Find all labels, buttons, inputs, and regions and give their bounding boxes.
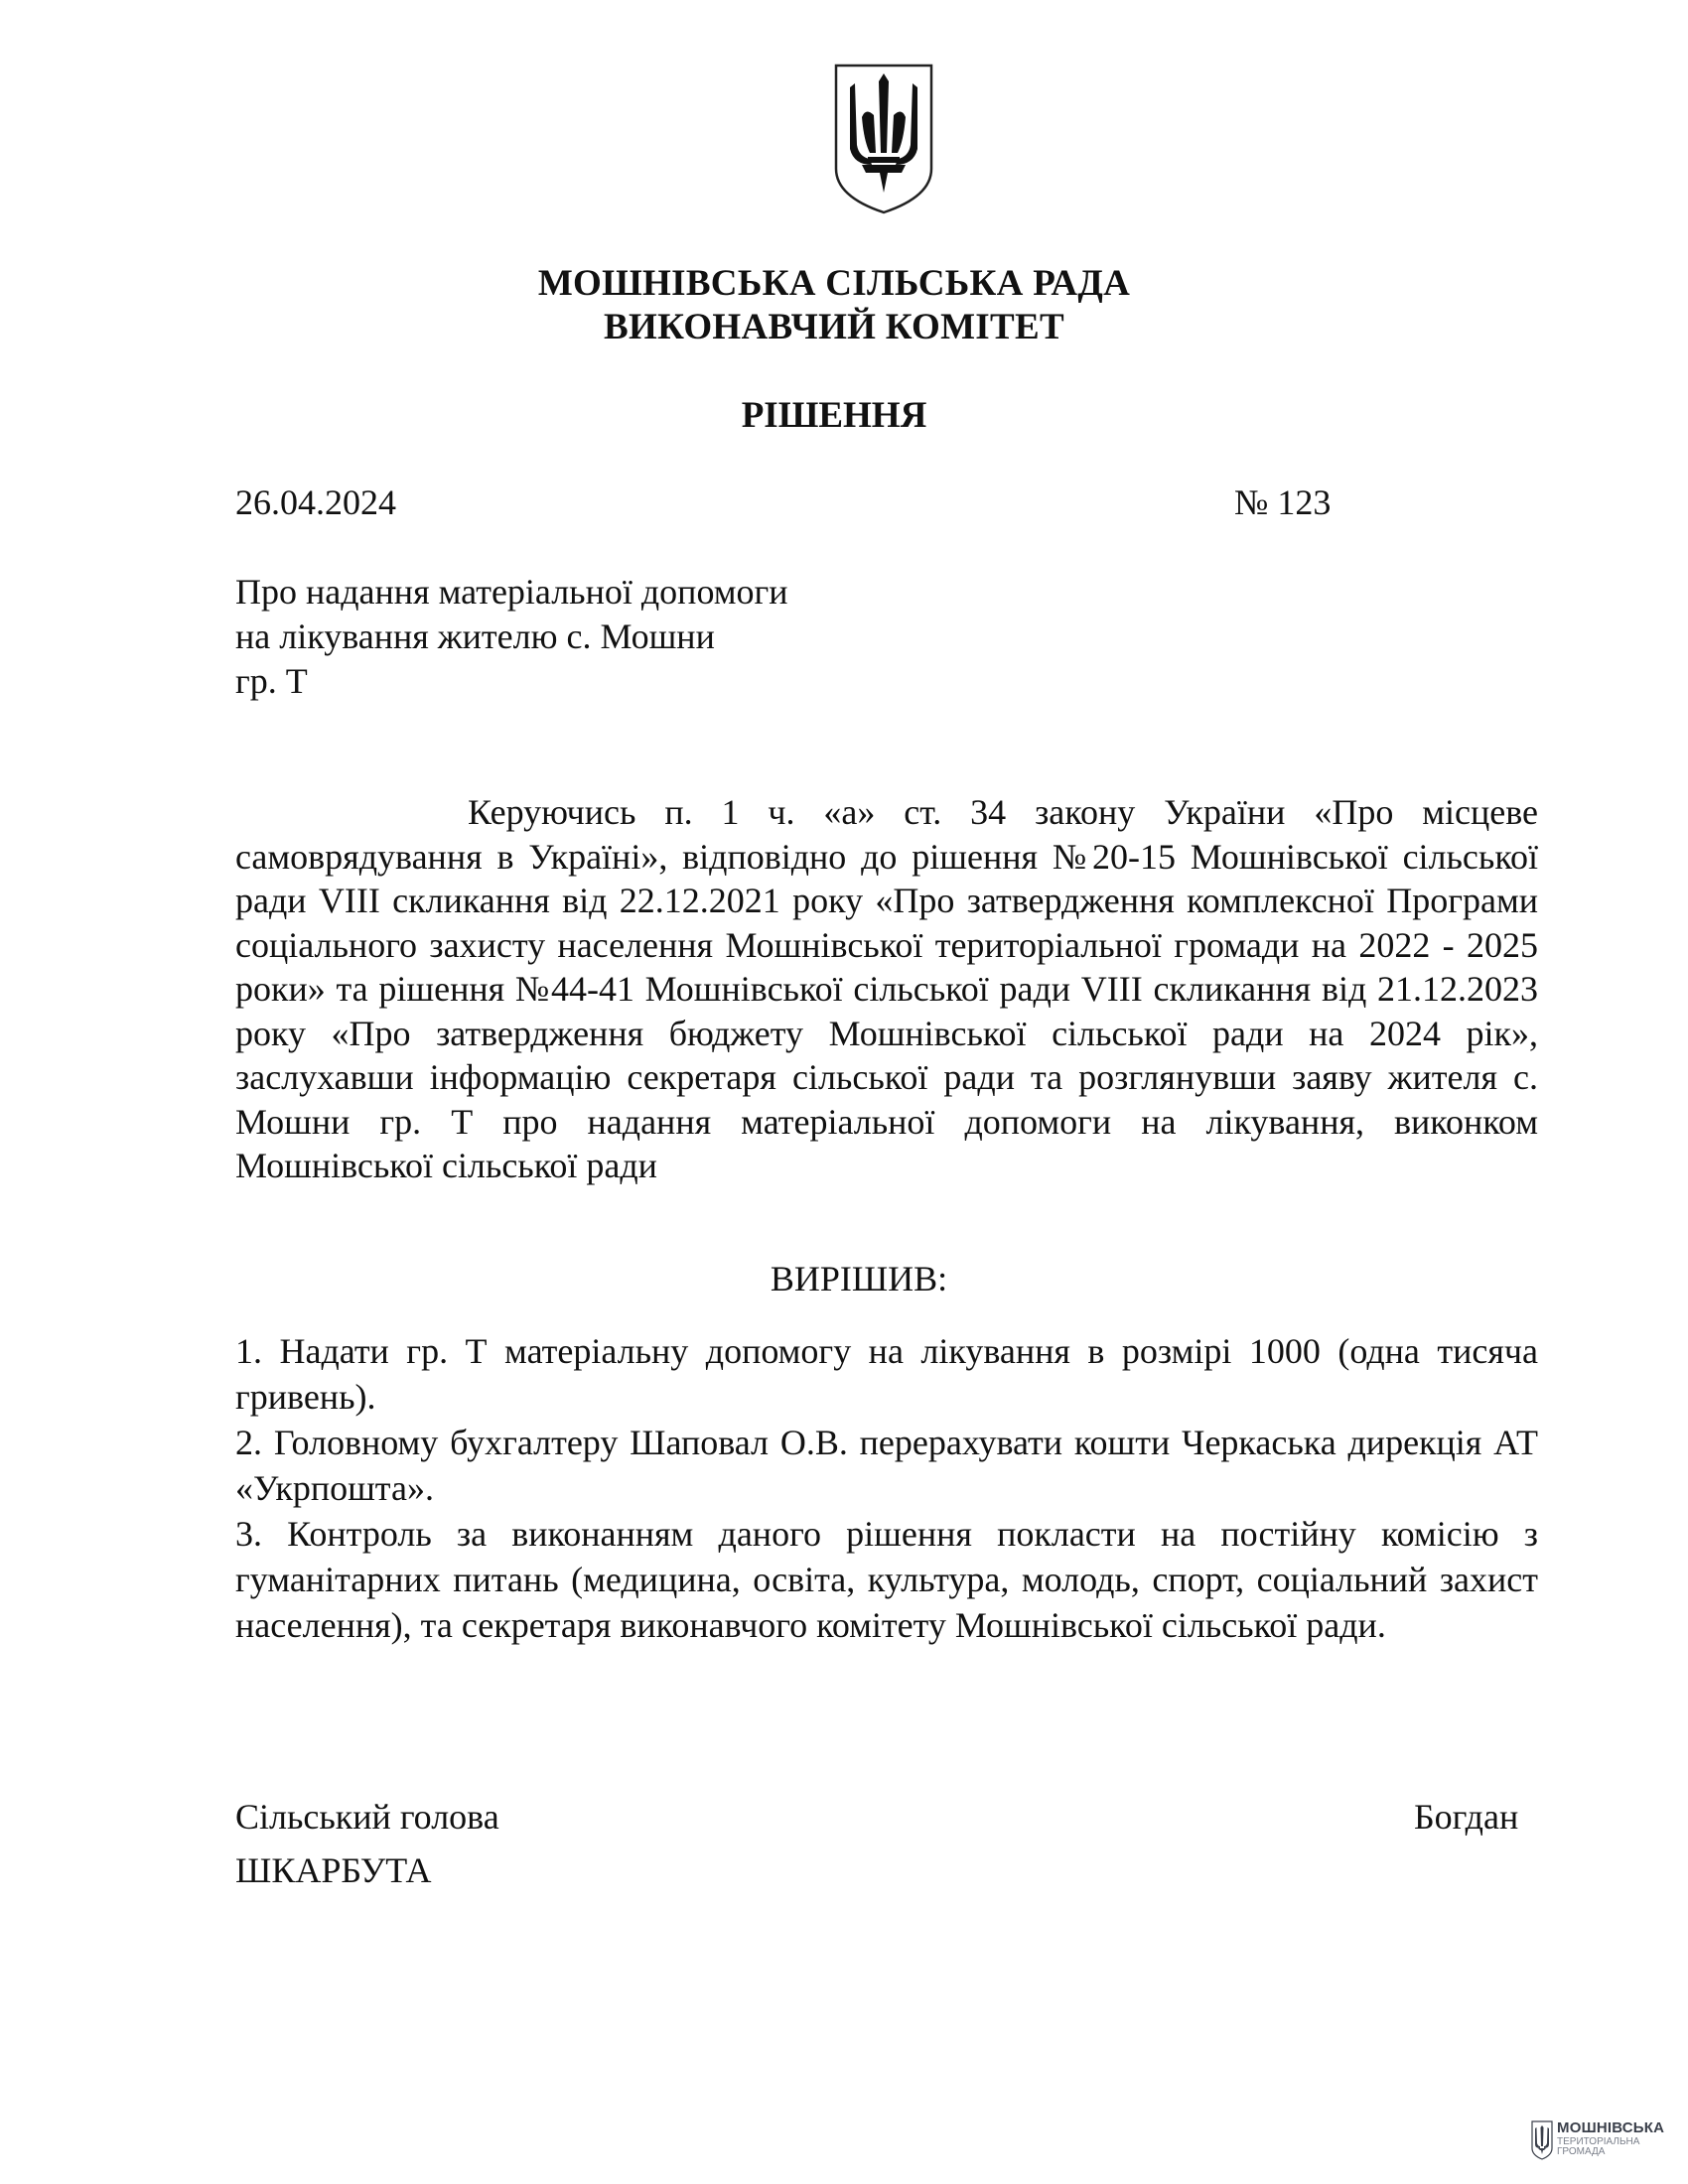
organization-subdivision: ВИКОНАВЧИЙ КОМІТЕТ bbox=[604, 307, 1064, 347]
subject-line: на лікування жителю с. Мошни bbox=[235, 616, 715, 656]
signatory-position: Сільський голова bbox=[235, 1797, 499, 1837]
signatory-last-name: ШКАРБУТА bbox=[235, 1850, 432, 1890]
document-date: 26.04.2024 bbox=[235, 482, 396, 522]
community-watermark-logo bbox=[1529, 2118, 1678, 2168]
organization-name: МОШНІВСЬКА СІЛЬСЬКА РАДА bbox=[537, 263, 1131, 304]
decision-item: 2. Головному бухгалтеру Шаповал О.В. перерахувати кошти Черкаська дирекція АТ «Укрпошта». bbox=[235, 1423, 1538, 1508]
trident-small-icon bbox=[1531, 2120, 1553, 2160]
document-number: № 123 bbox=[1234, 482, 1332, 522]
document-type: РІШЕННЯ bbox=[741, 395, 927, 436]
decision-item: 3. Контроль за виконанням даного рішення покласти на постійну комісію з гуманітарних питань (медицина, освіта, культура, молодь, спорт, соціальний захист населення), та секретаря виконавчого комітету Мошнівської сільської ради. bbox=[235, 1514, 1538, 1645]
trident-emblem-icon bbox=[832, 62, 935, 214]
document-subject bbox=[235, 570, 788, 704]
subject-line: Про надання матеріальної допомоги bbox=[235, 572, 788, 612]
decision-item: 1. Надати гр. Т матеріальну допомогу на лікування в розмірі 1000 (одна тисяча гривень). bbox=[235, 1331, 1538, 1417]
decision-items bbox=[235, 1328, 1538, 1648]
watermark-title: МОШНІВСЬКА bbox=[1557, 2119, 1665, 2136]
subject-line: гр. Т bbox=[235, 661, 308, 701]
watermark-subtitle: ТЕРИТОРІАЛЬНА ГРОМАДА bbox=[1557, 2136, 1640, 2157]
preamble-paragraph: Керуючись п. 1 ч. «а» ст. 34 закону України «Про місцеве самоврядування в Україні», відповідно до рішення №20-15 Мошнівської сільської ради VIII скликання від 22.12.2021 року «Про затвердження комплексної Програми соціального захисту населення Мошнівської територіальної громади на 2022 - 2025 роки» та рішення №44-41 Мошнівської сільської ради VIII скликання від 21.12.2023 року «Про затвердження бюджету Мошнівської сільської ради на 2024 рік», заслухавши інформацію секретаря сільської ради та розглянувши заяву жителя с. Мошни гр. Т про надання матеріальної допомоги на лікування, виконком Мошнівської сільської ради bbox=[235, 792, 1538, 1185]
signatory-first-name: Богдан bbox=[1414, 1797, 1519, 1837]
decided-label: ВИРІШИВ: bbox=[770, 1259, 948, 1298]
decided-heading bbox=[0, 1257, 1688, 1300]
